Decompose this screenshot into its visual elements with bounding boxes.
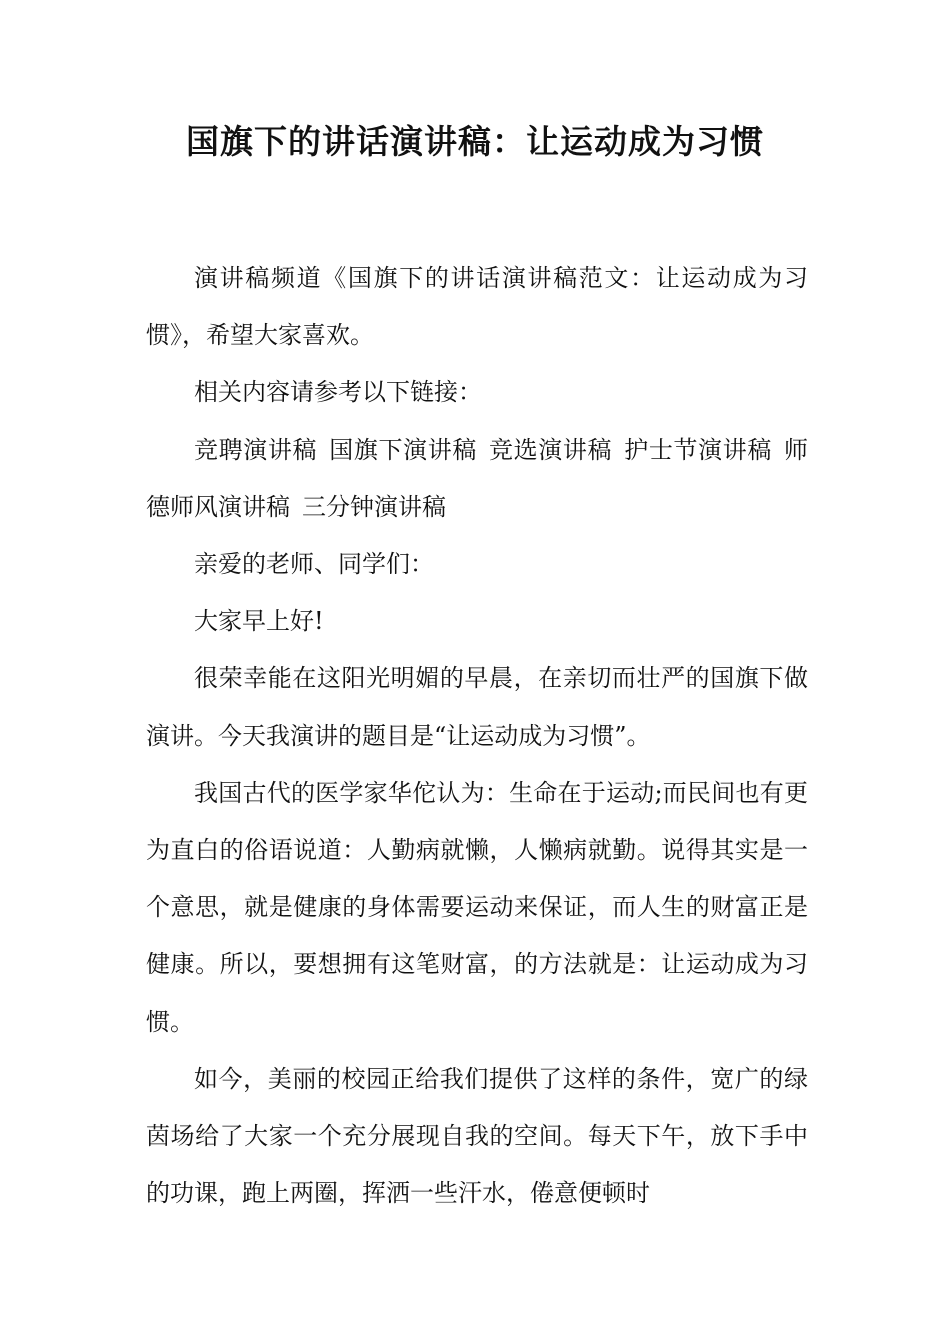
document-title: 国旗下的讲话演讲稿：让运动成为习惯 (186, 122, 764, 161)
related-link[interactable]: 竞选演讲稿 (489, 435, 613, 464)
related-link[interactable]: 师德师风演讲稿 (146, 435, 809, 521)
related-label: 相关内容请参考以下链接： (194, 378, 482, 407)
related-links (146, 422, 808, 536)
morning-greeting: 大家早上好! (194, 607, 324, 636)
body-paragraph: 很荣幸能在这阳光明媚的早晨，在亲切而壮严的国旗下做演讲。今天我演讲的题目是“让运动成为习惯”。 (146, 664, 808, 750)
document-body (146, 250, 808, 1222)
intro-paragraph: 演讲稿频道《国旗下的讲话演讲稿范文：让运动成为习惯》，希望大家喜欢。 (146, 264, 808, 350)
body-paragraph: 如今，美丽的校园正给我们提供了这样的条件，宽广的绿茵场给了大家一个充分展现自我的空间。每天下午，放下手中的功课，跑上两圈，挥洒一些汗水，倦意便顿时 (146, 1064, 808, 1208)
related-link[interactable]: 国旗下演讲稿 (329, 435, 478, 464)
related-link[interactable]: 护士节演讲稿 (624, 435, 773, 464)
body-paragraph: 我国古代的医学家华佗认为：生命在于运动;而民间也有更为直白的俗语说道：人勤病就懒，人懒病就勤。说得其实是一个意思，就是健康的身体需要运动来保证，而人生的财富正是健康。所以，要想拥有这笔财富，的方法就是：让运动成为习惯。 (146, 778, 808, 1036)
related-link[interactable]: 三分钟演讲稿 (302, 492, 446, 521)
greeting: 亲爱的老师、同学们： (194, 550, 434, 579)
related-link[interactable]: 竞聘演讲稿 (194, 435, 318, 464)
